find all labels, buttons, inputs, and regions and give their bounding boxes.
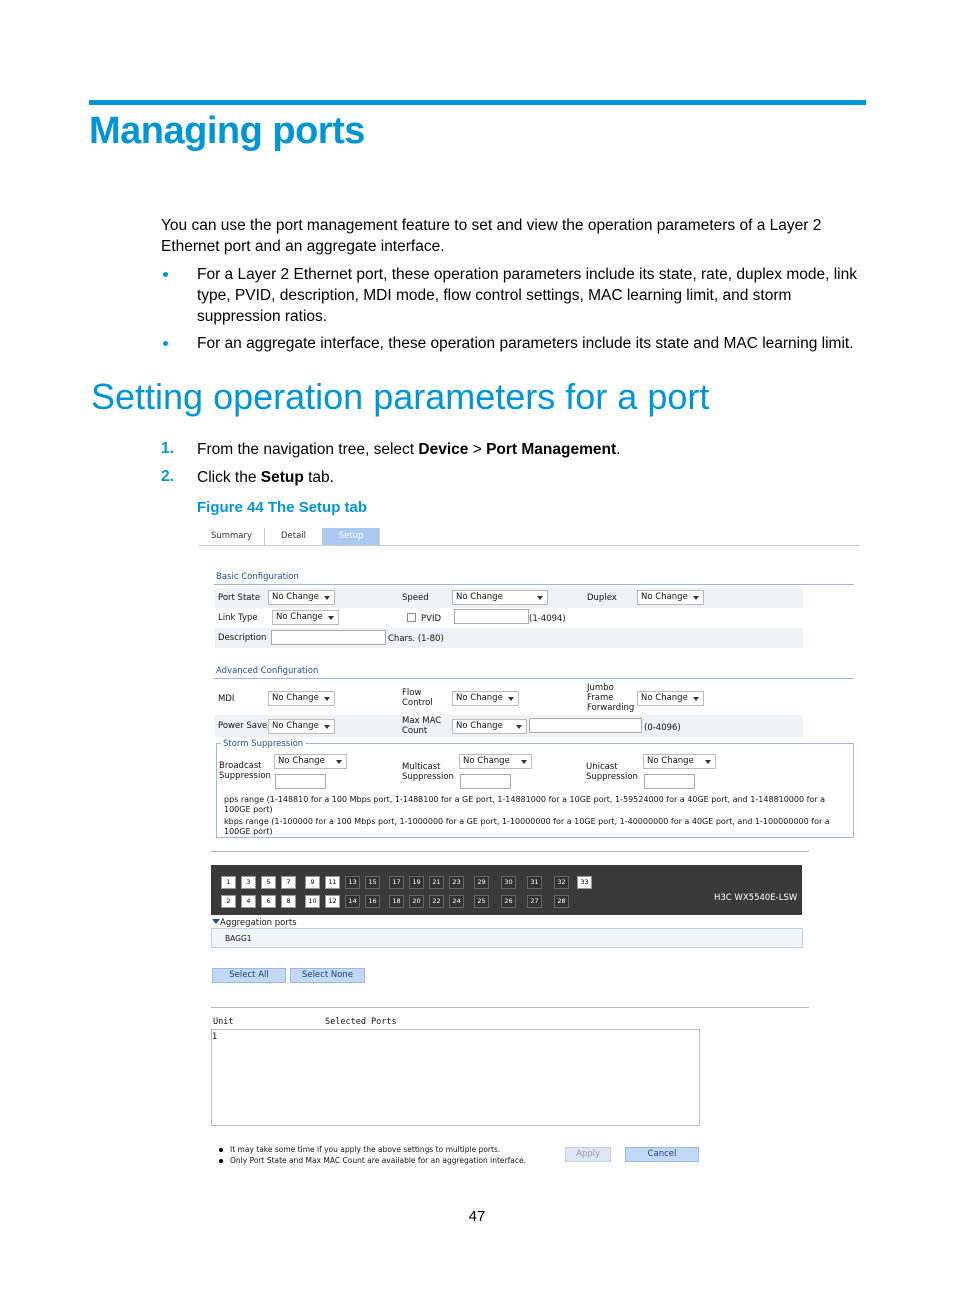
- tab-summary[interactable]: Summary: [199, 528, 265, 545]
- bullet-icon: [219, 1159, 223, 1163]
- title-rule: [89, 100, 866, 105]
- duplex-select[interactable]: No Change: [637, 590, 704, 605]
- power-save-label: Power Save: [218, 721, 268, 731]
- aggregation-box: [211, 928, 803, 948]
- pps-note: pps range (1-148810 for a 100 Mbps port, 1-1488100 for a GE port, 1-14881000 for a 10GE port, 1-59524000 for a 40GE port, and 1-148810000 for a 100GE port): [224, 795, 826, 814]
- unit-header: Unit: [213, 1017, 234, 1027]
- tab-detail[interactable]: Detail: [265, 528, 323, 545]
- port-button[interactable]: 10: [305, 895, 320, 908]
- chevron-down-icon: [521, 760, 527, 764]
- description-input[interactable]: [271, 630, 386, 645]
- unicast-label: Unicast Suppression: [586, 762, 638, 782]
- port-button[interactable]: 2: [221, 895, 236, 908]
- port-button[interactable]: 28: [554, 895, 569, 908]
- duplex-label: Duplex: [587, 593, 617, 603]
- broadcast-label: Broadcast Suppression: [219, 761, 271, 781]
- port-button[interactable]: 15: [365, 876, 380, 889]
- port-button[interactable]: 20: [409, 895, 424, 908]
- note-text: It may take some time if you apply the above settings to multiple ports.: [230, 1145, 501, 1154]
- port-button[interactable]: 4: [241, 895, 256, 908]
- step-number: 1.: [161, 440, 174, 457]
- note-text: Only Port State and Max MAC Count are available for an aggregation interface.: [230, 1156, 526, 1165]
- step-text: Click the Setup tab.: [197, 469, 334, 486]
- unit-value: 1: [212, 1032, 218, 1042]
- chevron-down-icon: [693, 596, 699, 600]
- port-button[interactable]: 18: [389, 895, 404, 908]
- intro-paragraph: You can use the port management feature to set and view the operation parameters of a Layer 2 Ethernet port and an aggregate interface.: [161, 217, 822, 255]
- port-button[interactable]: 6: [261, 895, 276, 908]
- device-model: H3C WX5540E-LSW: [714, 893, 798, 903]
- cancel-button[interactable]: Cancel: [625, 1147, 699, 1162]
- port-button[interactable]: 13: [345, 876, 360, 889]
- flow-control-select[interactable]: No Change: [452, 691, 519, 706]
- select-none-button[interactable]: Select None: [290, 968, 365, 983]
- port-button[interactable]: 31: [527, 876, 542, 889]
- pvid-input[interactable]: [454, 609, 529, 624]
- unicast-select[interactable]: No Change: [643, 754, 716, 769]
- port-button[interactable]: 25: [474, 895, 489, 908]
- page-title: Managing ports: [89, 110, 365, 152]
- aggregation-label: Aggregation ports: [220, 918, 297, 928]
- select-all-button[interactable]: Select All: [212, 968, 286, 983]
- max-mac-input[interactable]: [529, 718, 642, 733]
- link-type-label: Link Type: [218, 613, 258, 623]
- port-button[interactable]: 23: [449, 876, 464, 889]
- port-button[interactable]: 16: [365, 895, 380, 908]
- description-label: Description: [218, 633, 267, 643]
- speed-label: Speed: [402, 593, 429, 603]
- bullet-item: For a Layer 2 Ethernet port, these operation parameters include its state, rate, duplex mode, link type, PVID, description, MDI mode, flow control settings, MAC learning limit, and storm suppression ratios.: [197, 266, 857, 325]
- max-mac-select[interactable]: No Change: [452, 719, 527, 734]
- port-button[interactable]: 32: [554, 876, 569, 889]
- port-button[interactable]: 24: [449, 895, 464, 908]
- divider: [211, 1007, 809, 1008]
- divider: [214, 584, 854, 585]
- port-button[interactable]: 5: [261, 876, 276, 889]
- broadcast-input[interactable]: [275, 774, 326, 789]
- triangle-down-icon[interactable]: [212, 919, 220, 924]
- port-button[interactable]: 8: [281, 895, 296, 908]
- jumbo-label: Jumbo Frame Forwarding: [587, 683, 635, 713]
- port-button[interactable]: 9: [305, 876, 320, 889]
- divider: [211, 851, 809, 852]
- port-button[interactable]: 22: [429, 895, 444, 908]
- storm-title: Storm Suppression: [223, 739, 304, 749]
- chevron-down-icon: [336, 760, 342, 764]
- bullet-icon: [163, 341, 168, 346]
- jumbo-select[interactable]: No Change: [637, 691, 704, 706]
- port-button[interactable]: 17: [389, 876, 404, 889]
- port-button[interactable]: 21: [429, 876, 444, 889]
- mdi-select[interactable]: No Change: [268, 691, 335, 706]
- tab-setup[interactable]: Setup: [323, 528, 380, 545]
- chevron-down-icon: [537, 596, 543, 600]
- basic-config-title: Basic Configuration: [216, 572, 299, 582]
- link-type-select[interactable]: No Change: [272, 610, 339, 625]
- max-mac-label: Max MAC Count: [402, 716, 442, 736]
- page-number: 47: [468, 1208, 486, 1225]
- kbps-note: kbps range (1-100000 for a 100 Mbps port, 1-1000000 for a GE port, 1-10000000 for a 10GE port, 1-40000000 for a 40GE port, and 1-100000000 for a 100GE port): [224, 817, 830, 836]
- port-button[interactable]: 7: [281, 876, 296, 889]
- port-button[interactable]: 29: [474, 876, 489, 889]
- chevron-down-icon: [324, 697, 330, 701]
- tab-bar-line: [199, 545, 860, 546]
- port-button[interactable]: 19: [409, 876, 424, 889]
- port-button[interactable]: 27: [527, 895, 542, 908]
- selected-ports-textarea[interactable]: [211, 1029, 700, 1126]
- multicast-input[interactable]: [460, 774, 511, 789]
- chevron-down-icon: [324, 596, 330, 600]
- chevron-down-icon: [705, 760, 711, 764]
- bullet-icon: [219, 1148, 223, 1152]
- pvid-checkbox[interactable]: [407, 613, 416, 622]
- max-mac-range: (0-4096): [644, 723, 681, 733]
- divider: [214, 678, 854, 679]
- port-button[interactable]: 3: [241, 876, 256, 889]
- bullet-item: For an aggregate interface, these operation parameters include its state and MAC learning limit.: [197, 335, 854, 352]
- multicast-select[interactable]: No Change: [459, 754, 532, 769]
- speed-select[interactable]: No Change: [452, 590, 548, 605]
- port-button[interactable]: 26: [501, 895, 516, 908]
- flow-control-label: Flow Control: [402, 688, 433, 708]
- bagg-port[interactable]: BAGG1: [225, 934, 252, 943]
- port-button[interactable]: 12: [325, 895, 340, 908]
- port-button[interactable]: 1: [221, 876, 236, 889]
- port-button[interactable]: 14: [345, 895, 360, 908]
- mdi-label: MDI: [218, 694, 235, 704]
- pvid-range: (1-4094): [529, 614, 566, 624]
- description-chars: Chars. (1-80): [388, 634, 444, 644]
- broadcast-select[interactable]: No Change: [274, 754, 347, 769]
- port-state-select[interactable]: No Change: [268, 590, 335, 605]
- section-heading: Setting operation parameters for a port: [91, 376, 710, 417]
- step-number: 2.: [161, 468, 174, 485]
- chevron-down-icon: [324, 725, 330, 729]
- power-save-select[interactable]: No Change: [268, 719, 335, 734]
- unicast-input[interactable]: [644, 774, 695, 789]
- chevron-down-icon: [508, 697, 514, 701]
- bullet-icon: [163, 272, 168, 277]
- chevron-down-icon: [693, 697, 699, 701]
- port-state-label: Port State: [218, 593, 261, 603]
- multicast-label: Multicast Suppression: [402, 762, 454, 782]
- port-button[interactable]: 11: [325, 876, 340, 889]
- pvid-label: PVID: [421, 614, 441, 624]
- selected-ports-header: Selected Ports: [325, 1017, 397, 1027]
- port-button[interactable]: 33: [577, 876, 592, 889]
- step-text: From the navigation tree, select Device > Port Management.: [197, 441, 621, 458]
- port-button[interactable]: 30: [501, 876, 516, 889]
- apply-button[interactable]: Apply: [565, 1147, 611, 1162]
- figure-caption: Figure 44 The Setup tab: [197, 499, 368, 516]
- advanced-config-title: Advanced Configuration: [216, 666, 319, 676]
- chevron-down-icon: [516, 725, 522, 729]
- chevron-down-icon: [328, 616, 334, 620]
